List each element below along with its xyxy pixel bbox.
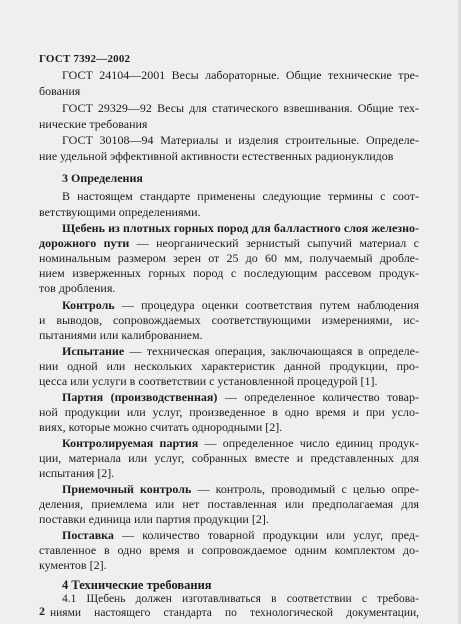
definition-term: Щебень из плотных горных пород для балластного слоя железно- — [62, 221, 419, 235]
section-heading: 3 Определения — [62, 171, 143, 185]
definition-line: ставленное в одно время и сопровождаемое одним комплектом до- — [39, 543, 419, 557]
definition-term: Контролируемая партия — [62, 436, 199, 450]
definition-text: — определенное число единиц продук- — [198, 436, 419, 450]
definition-text: — техническая операция, заключающаяся в определе- — [124, 344, 419, 358]
definition-line: кументов [2]. — [39, 558, 107, 572]
definition-line: тов дробления. — [39, 281, 116, 295]
ref-line: ГОСТ 24104—2001 Весы лабораторные. Общие технические тре- — [62, 68, 419, 82]
definition-line — [62, 528, 419, 543]
ref-line: ние удельной эффективной активности естественных радионуклидов — [39, 149, 394, 163]
definition-text: — количество товарной продукции или услуг, пред- — [113, 528, 419, 542]
definition-line: пытаниями или калиброванием. — [39, 328, 203, 342]
ref-line: ГОСТ 29329—92 Весы для статического взвешивания. Общие тех- — [62, 101, 419, 115]
definition-line: деления, приемлема или нет поставленная или предполагаемая для — [39, 497, 419, 511]
definition-line: номинальным размером зерен от 25 до 60 мм, получаемый дробле- — [39, 251, 419, 265]
paragraph-line: ниями настоящего стандарта по технологической документации, — [50, 607, 419, 619]
ref-line: нические требования — [39, 117, 148, 131]
definition-line: и выводов, сопровождаемых соответствующими измерениями, ис- — [39, 313, 419, 327]
definition-line — [62, 482, 419, 497]
definition-line — [39, 236, 419, 251]
document-header: ГОСТ 7392—2002 — [39, 53, 131, 65]
page-number: 2 — [39, 604, 45, 618]
definition-term: Поставка — [62, 528, 114, 542]
definition-text: — процедура оценки соответствия путем наблюдения — [114, 298, 419, 312]
ref-line: ГОСТ 30108—94 Материалы и изделия строительные. Определе- — [62, 133, 419, 147]
paragraph-line: В настоящем стандарте применены следующие термины с соот- — [62, 189, 419, 203]
definition-term: Испытание — [62, 344, 125, 358]
definition-line: ной продукции или услуг, произведенное в одно время и при усло- — [39, 405, 419, 419]
definition-term: Контроль — [62, 298, 115, 312]
definition-text: — определенное количество товар- — [217, 390, 420, 404]
definition-term: Приемочный контроль — [62, 482, 192, 496]
definition-line: цесса или услуги в соответствии с установленной процедурой [1]. — [39, 374, 378, 388]
definition-text: — неорганический зернистый сыпучий материал с — [129, 236, 419, 250]
definition-line — [62, 436, 419, 451]
definition-line: виях, которые можно считать однородными [2]. — [39, 420, 283, 434]
definition-line: поставки единица или партия продукции [2]. — [39, 512, 269, 526]
definition-text: — контроль, проводимый с целью опре- — [191, 482, 419, 496]
paragraph-line: 4.1 Щебень должен изготавливаться в соответствии с требова- — [62, 593, 419, 605]
definition-line — [62, 390, 419, 405]
definition-line — [62, 344, 419, 359]
section-heading: 4 Технические требования — [62, 578, 212, 592]
definition-line: нии одной или нескольких характеристик данной продукции, про- — [39, 359, 419, 373]
ref-line: бования — [39, 84, 81, 98]
definition-term: Партия (производственная) — [62, 390, 218, 404]
definition-term: дорожного пути — [39, 236, 130, 250]
definition-line: ции, материала или услуг, собранных вместе и представленных для — [39, 451, 419, 465]
definition-line: нием изверженных горных пород с последующим рассевом продук- — [39, 266, 419, 280]
definition-line — [62, 298, 419, 313]
paragraph-line: ветствующими определениями. — [39, 205, 201, 219]
definition-line: испытания [2]. — [39, 466, 115, 480]
